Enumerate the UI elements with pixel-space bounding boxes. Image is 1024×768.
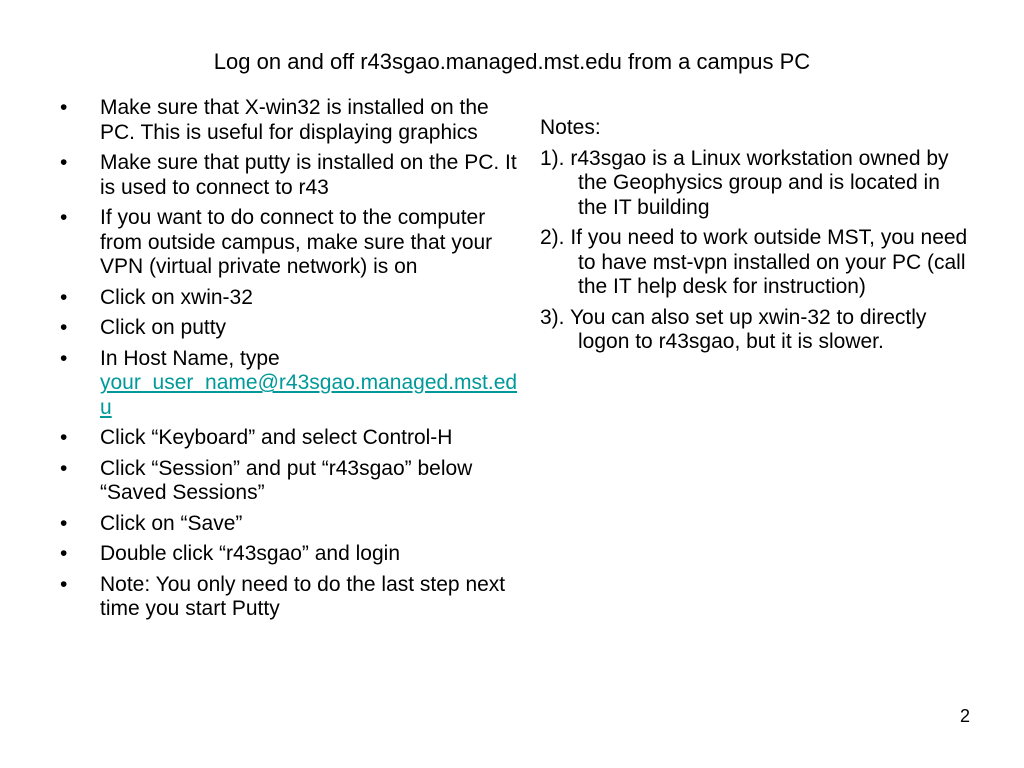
slide-title: Log on and off r43sgao.managed.mst.edu from a campus PC: [213, 49, 811, 74]
notes-panel: [540, 116, 970, 361]
bullet-text: Make sure that X-win32 is installed on the PC. This is useful for displaying graphics: [100, 96, 489, 144]
bullet-text: Click on “Save”: [100, 511, 243, 535]
bullet-text: Make sure that putty is installed on the PC. It is used to connect to r43: [100, 151, 517, 199]
bullet-text: In Host Name, type: [100, 346, 280, 370]
list-item: [60, 573, 520, 622]
note-item: 1). r43sgao is a Linux workstation owned by the Geophysics group and is located in the IT building: [540, 146, 949, 219]
list-item: [60, 347, 520, 421]
list-item: [60, 542, 520, 567]
bullet-marker: •: [60, 511, 68, 535]
bullet-marker: •: [60, 426, 68, 449]
note-item: 2). If you need to work outside MST, you need to have mst-vpn installed on your PC (call the IT help desk for instruction): [540, 226, 968, 298]
notes-heading: Notes:: [540, 116, 601, 139]
list-item: [60, 206, 520, 280]
bullet-list: [60, 96, 520, 628]
host-name-link[interactable]: your_user_name@r43sgao.managed.mst.edu: [100, 371, 518, 419]
bullet-text: Note: You only need to do the last step next time you start Putty: [100, 572, 506, 620]
bullet-marker: •: [60, 96, 68, 119]
bullet-marker: •: [60, 316, 68, 339]
bullet-marker: •: [60, 456, 68, 480]
bullet-text: Click on putty: [100, 316, 227, 339]
bullet-marker: •: [60, 285, 68, 309]
bullet-marker: •: [60, 346, 68, 370]
bullet-text: Click on xwin-32: [100, 285, 253, 309]
note-item: 3). You can also set up xwin-32 to directly logon to r43sgao, but it is slower.: [540, 305, 927, 353]
bullet-text: Double click “r43sgao” and login: [100, 542, 400, 565]
list-item: [60, 457, 520, 506]
list-item: [60, 96, 520, 145]
bullet-marker: •: [60, 206, 68, 229]
page-number: 2: [959, 706, 970, 726]
bullet-marker: •: [60, 151, 68, 174]
bullet-text: If you want to do connect to the computer from outside campus, make sure that your VPN (virtual private network) is on: [100, 206, 493, 278]
bullet-text: Click “Session” and put “r43sgao” below “Saved Sessions”: [100, 456, 473, 504]
list-item: [60, 151, 520, 200]
bullet-marker: •: [60, 542, 68, 565]
list-item: [60, 426, 520, 451]
bullet-text: Click “Keyboard” and select Control-H: [100, 426, 453, 449]
list-item: [60, 512, 520, 537]
list-item: [60, 316, 520, 341]
bullet-marker: •: [60, 572, 68, 596]
list-item: [60, 286, 520, 311]
